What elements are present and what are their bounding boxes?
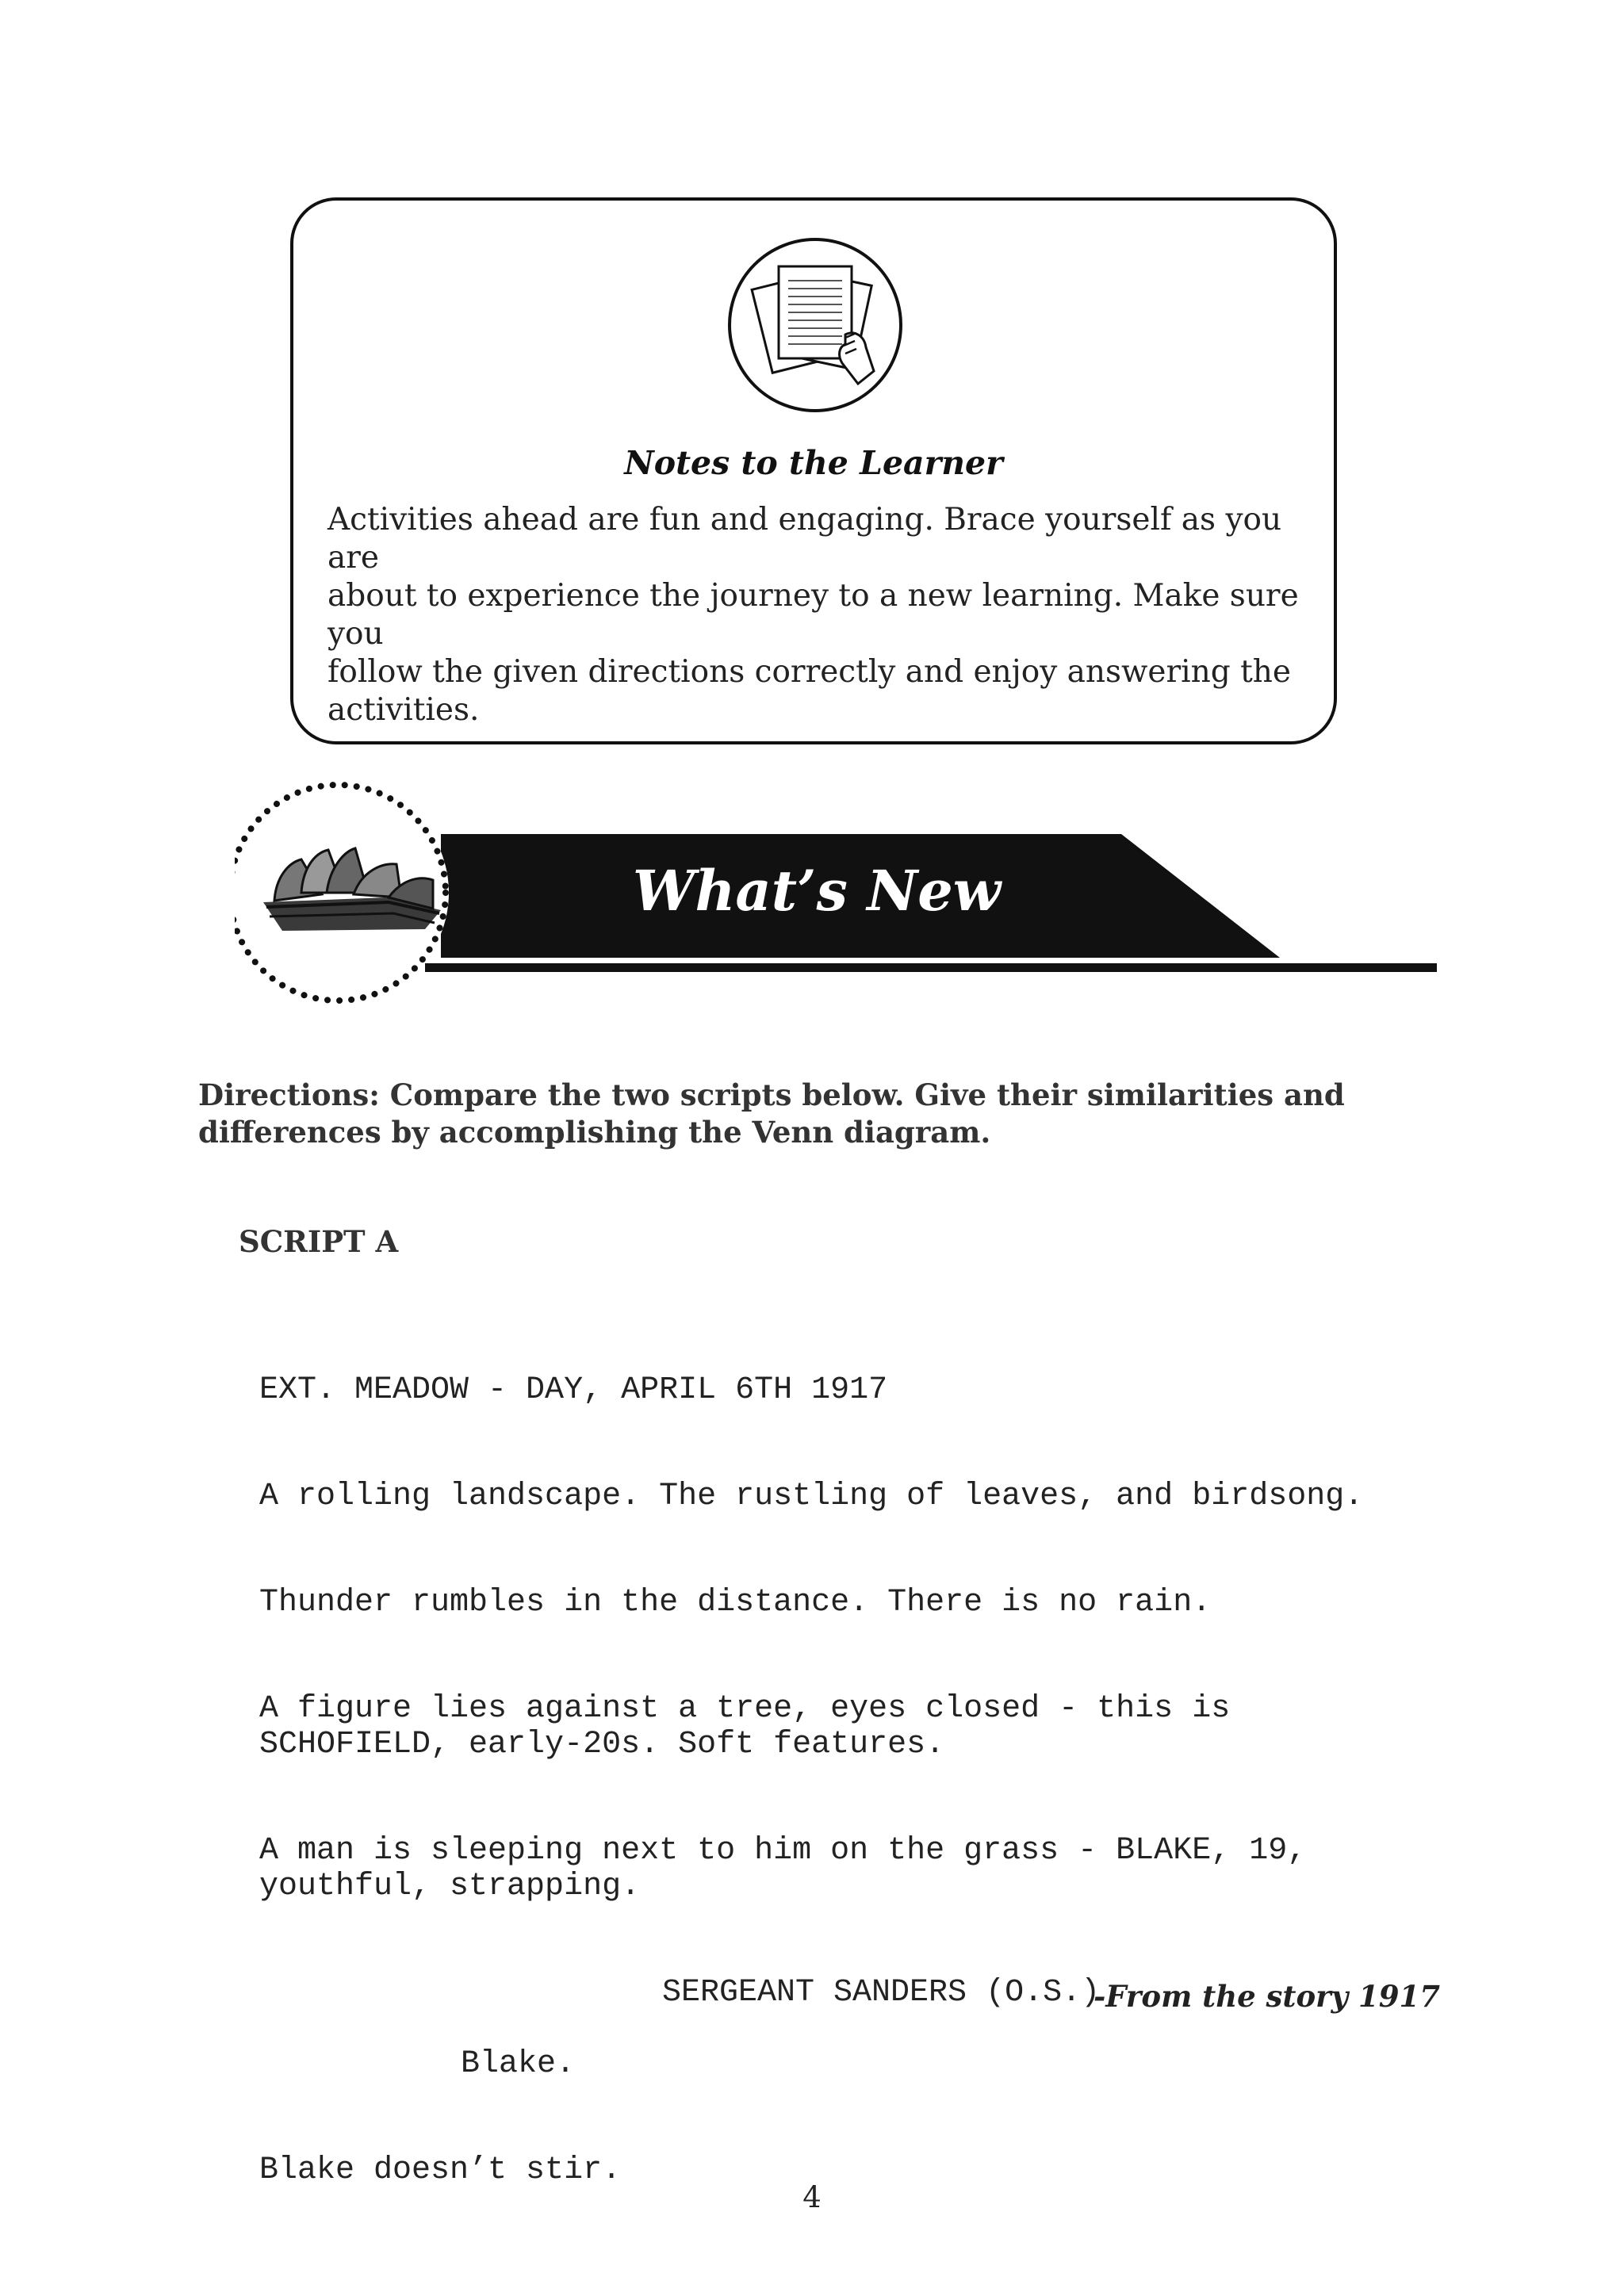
papers-in-hand-icon [726,236,904,414]
action-line: A man is sleeping next to him on the grass - BLAKE, 19, [259,1833,1307,1869]
directions-line: differences by accomplishing the Venn diagram. [198,1115,991,1150]
action-line: Thunder rumbles in the distance. There is no rain. [259,1585,1212,1621]
page-number: 4 [802,2180,822,2214]
directions-line: Directions: Compare the two scripts below. Give their similarities and [198,1077,1345,1112]
action-block [259,1691,1465,1762]
action-line: A rolling landscape. The rustling of leaves, and birdsong. [259,1479,1364,1514]
screenplay-excerpt [259,1337,1465,2259]
action-block [259,1833,1465,1904]
notes-line: about to experience the journey to a new learning. Make sure you [327,578,1299,652]
action-line: Blake doesn’t stir. [259,2152,622,2188]
section-title: What’s New [632,858,1002,924]
script-label: SCRIPT A [239,1224,399,1259]
action-line: youthful, strapping. [259,1869,641,1904]
notes-line: Activities ahead are fun and engaging. Brace yourself as you are [327,502,1282,576]
notes-line: follow the given directions correctly and enjoy answering the [327,654,1291,690]
notes-body [327,501,1319,729]
character-name: SERGEANT SANDERS (O.S.) [662,1975,1101,2011]
notes-title: Notes to the Learner [624,444,1003,482]
dialogue: Blake. [461,2046,576,2082]
action-line: A figure lies against a tree, eyes closed - this is [259,1691,1231,1727]
directions [198,1077,1388,1151]
scene-heading: EXT. MEADOW - DAY, APRIL 6TH 1917 [259,1372,888,1408]
notes-line: activities. [327,692,480,728]
source-credit: -From the story 1917 [1093,1979,1440,2014]
action-line: SCHOFIELD, early-20s. Soft features. [259,1727,945,1762]
